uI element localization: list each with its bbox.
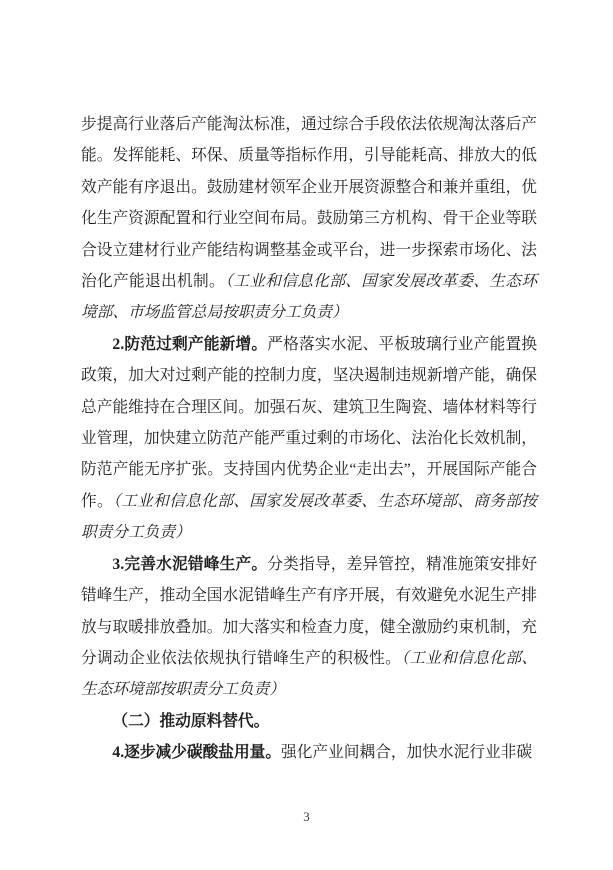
text-segment-kai: （工业和信息化部、生态环境部按职责分工负责） (81, 649, 538, 699)
text-segment-bold: 3.完善水泥错峰生产。 (112, 555, 268, 573)
text-segment-kai: （工业和信息化部、国家发展改革委、生态环境部、商务部按职责分工负责） (81, 492, 537, 542)
text-segment-bold: 4.逐步减少碳酸盐用量。 (112, 744, 282, 762)
text-segment-kai: （工业和信息化部、国家发展改革委、生态环境部、市场监管总局按职责分工负责） (81, 273, 538, 322)
text-segment-normal: 分类指导，差异管控，精准施策安排好错峰生产，推动全国水泥错峰生产有序开展，有效避免水泥生产排放与取暖排放叠加。加大落实和检查力度，健全激励约束机制，充分调动企业依法依规执行错峰生产的积极性。 (81, 555, 538, 667)
paragraph-item-2 (81, 329, 537, 549)
heading-section-2 (81, 706, 537, 737)
text-segment-bold: 2.防范过剩产能新增。 (112, 335, 268, 353)
paragraph-continuation (81, 109, 537, 329)
text-segment-normal: 步提高行业落后产能淘汰标准，通过综合手段依法依规淘汰落后产能。发挥能耗、环保、质量等指标作用，引导能耗高、排放大的低效产能有序退出。鼓励建材领军企业开展资源整合和兼并重组，优化生产资源配置和行业空间布局。鼓励第三方机构、骨干企业等联合设立建材行业产能结构调整基金或平台，进一步探索市场化、法治化产能退出机制。 (81, 116, 537, 291)
paragraph-item-3 (81, 549, 537, 706)
text-segment-bold: （二）推动原料替代。 (112, 712, 270, 730)
text-segment-normal: 严格落实水泥、平板玻璃行业产能置换政策，加大对过剩产能的控制力度，坚决遏制违规新增产能，确保总产能维持在合理区间。加强石灰、建筑卫生陶瓷、墙体材料等行业管理，加快建立防范产能严重过剩的市场化、法治化长效机制，防范产能无序扩张。支持国内优势企业“走出去”，开展国际产能合作。 (81, 335, 538, 510)
paragraph-item-4 (81, 737, 537, 768)
text-segment-normal: 强化产业间耦合，加快水泥行业非碳 (281, 744, 533, 762)
page-number: 3 (303, 809, 310, 824)
document-body (81, 109, 537, 769)
